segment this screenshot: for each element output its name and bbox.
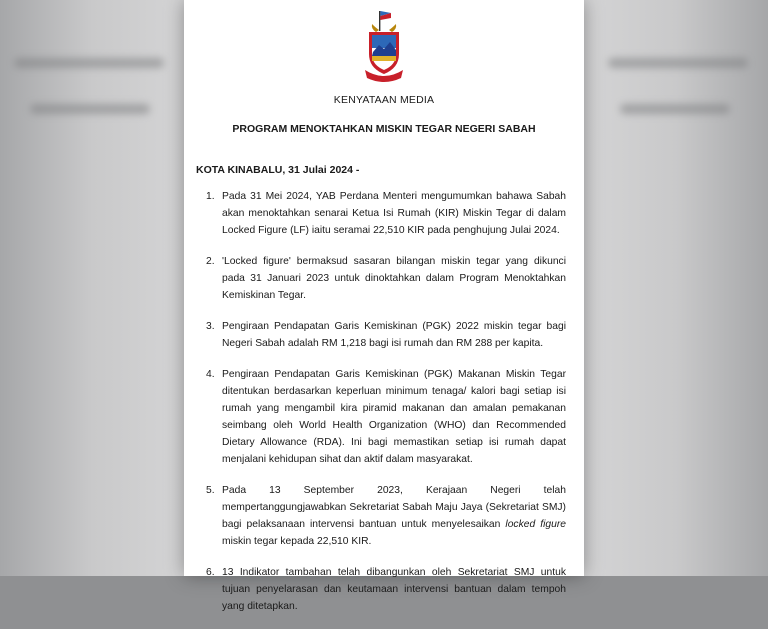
item-text: 'Locked figure' bermaksud sasaran bilangan miskin tegar yang dikunci pada 31 Januari 2023 untuk dinoktahkan dalam Program Menoktahkan Kemiskinan Tegar.: [222, 256, 566, 301]
blurred-text-right: [620, 104, 730, 114]
list-item: [184, 318, 584, 352]
numbered-list: [184, 188, 584, 629]
dateline: KOTA KINABALU, 31 Julai 2024 -: [196, 164, 360, 176]
press-release-page: [184, 0, 584, 612]
list-item: [184, 253, 584, 304]
item-number: 6.: [206, 567, 215, 578]
item-text-italic: locked figure: [505, 519, 566, 530]
item-text: [222, 485, 566, 547]
item-number: 3.: [206, 321, 215, 332]
list-item: [184, 482, 584, 550]
item-text: Pengiraan Pendapatan Garis Kemiskinan (PGK) Makanan Miskin Tegar ditentukan berdasarkan keperluan minimum tenaga/ kalori bagi setiap isi rumah yang mengambil kira piramid makanan dan amalan pemakanan seimbang oleh World Health Organization (WHO) dan Recommended Dietary Allowance (RDA). Ini bagi memastikan setiap isi rumah dapat menjalani kehidupan sihat dan aktif dalam masyarakat.: [222, 369, 566, 465]
list-item: [184, 188, 584, 239]
blurred-text-left: [30, 104, 150, 114]
item-text-part: miskin tegar kepada 22,510 KIR.: [222, 536, 372, 547]
item-number: 1.: [206, 191, 215, 202]
sabah-crest-logo: [361, 8, 407, 84]
blurred-text-left: [14, 58, 164, 68]
item-number: 2.: [206, 256, 215, 267]
item-number: 5.: [206, 485, 215, 496]
list-item: [184, 564, 584, 615]
item-text: Pengiraan Pendapatan Garis Kemiskinan (PGK) 2022 miskin tegar bagi Negeri Sabah adalah RM 1,218 bagi isi rumah dan RM 288 per kapita.: [222, 321, 566, 349]
document-title: PROGRAM MENOKTAHKAN MISKIN TEGAR NEGERI SABAH: [232, 123, 536, 135]
press-release-label: KENYATAAN MEDIA: [333, 94, 435, 106]
item-text-part: Pada 13 September 2023, Kerajaan Negeri telah mempertanggungjawabkan Sekretariat Sabah Maju Jaya (Sekretariat SMJ) bagi pelaksanaan intervensi bantuan untuk menyelesaikan: [222, 485, 566, 530]
blurred-text-right: [608, 58, 748, 68]
list-item: [184, 366, 584, 468]
item-text: 13 Indikator tambahan telah dibangunkan oleh Sekretariat SMJ untuk tujuan penyelarasan dan keutamaan intervensi bantuan dalam tempoh yang ditetapkan.: [222, 567, 566, 612]
item-text: Pada 31 Mei 2024, YAB Perdana Menteri mengumumkan bahawa Sabah akan menoktahkan senarai Ketua Isi Rumah (KIR) Miskin Tegar di dalam Locked Figure (LF) iaitu seramai 22,510 KIR pada penghujung Julai 2024.: [222, 191, 566, 236]
item-number: 4.: [206, 369, 215, 380]
